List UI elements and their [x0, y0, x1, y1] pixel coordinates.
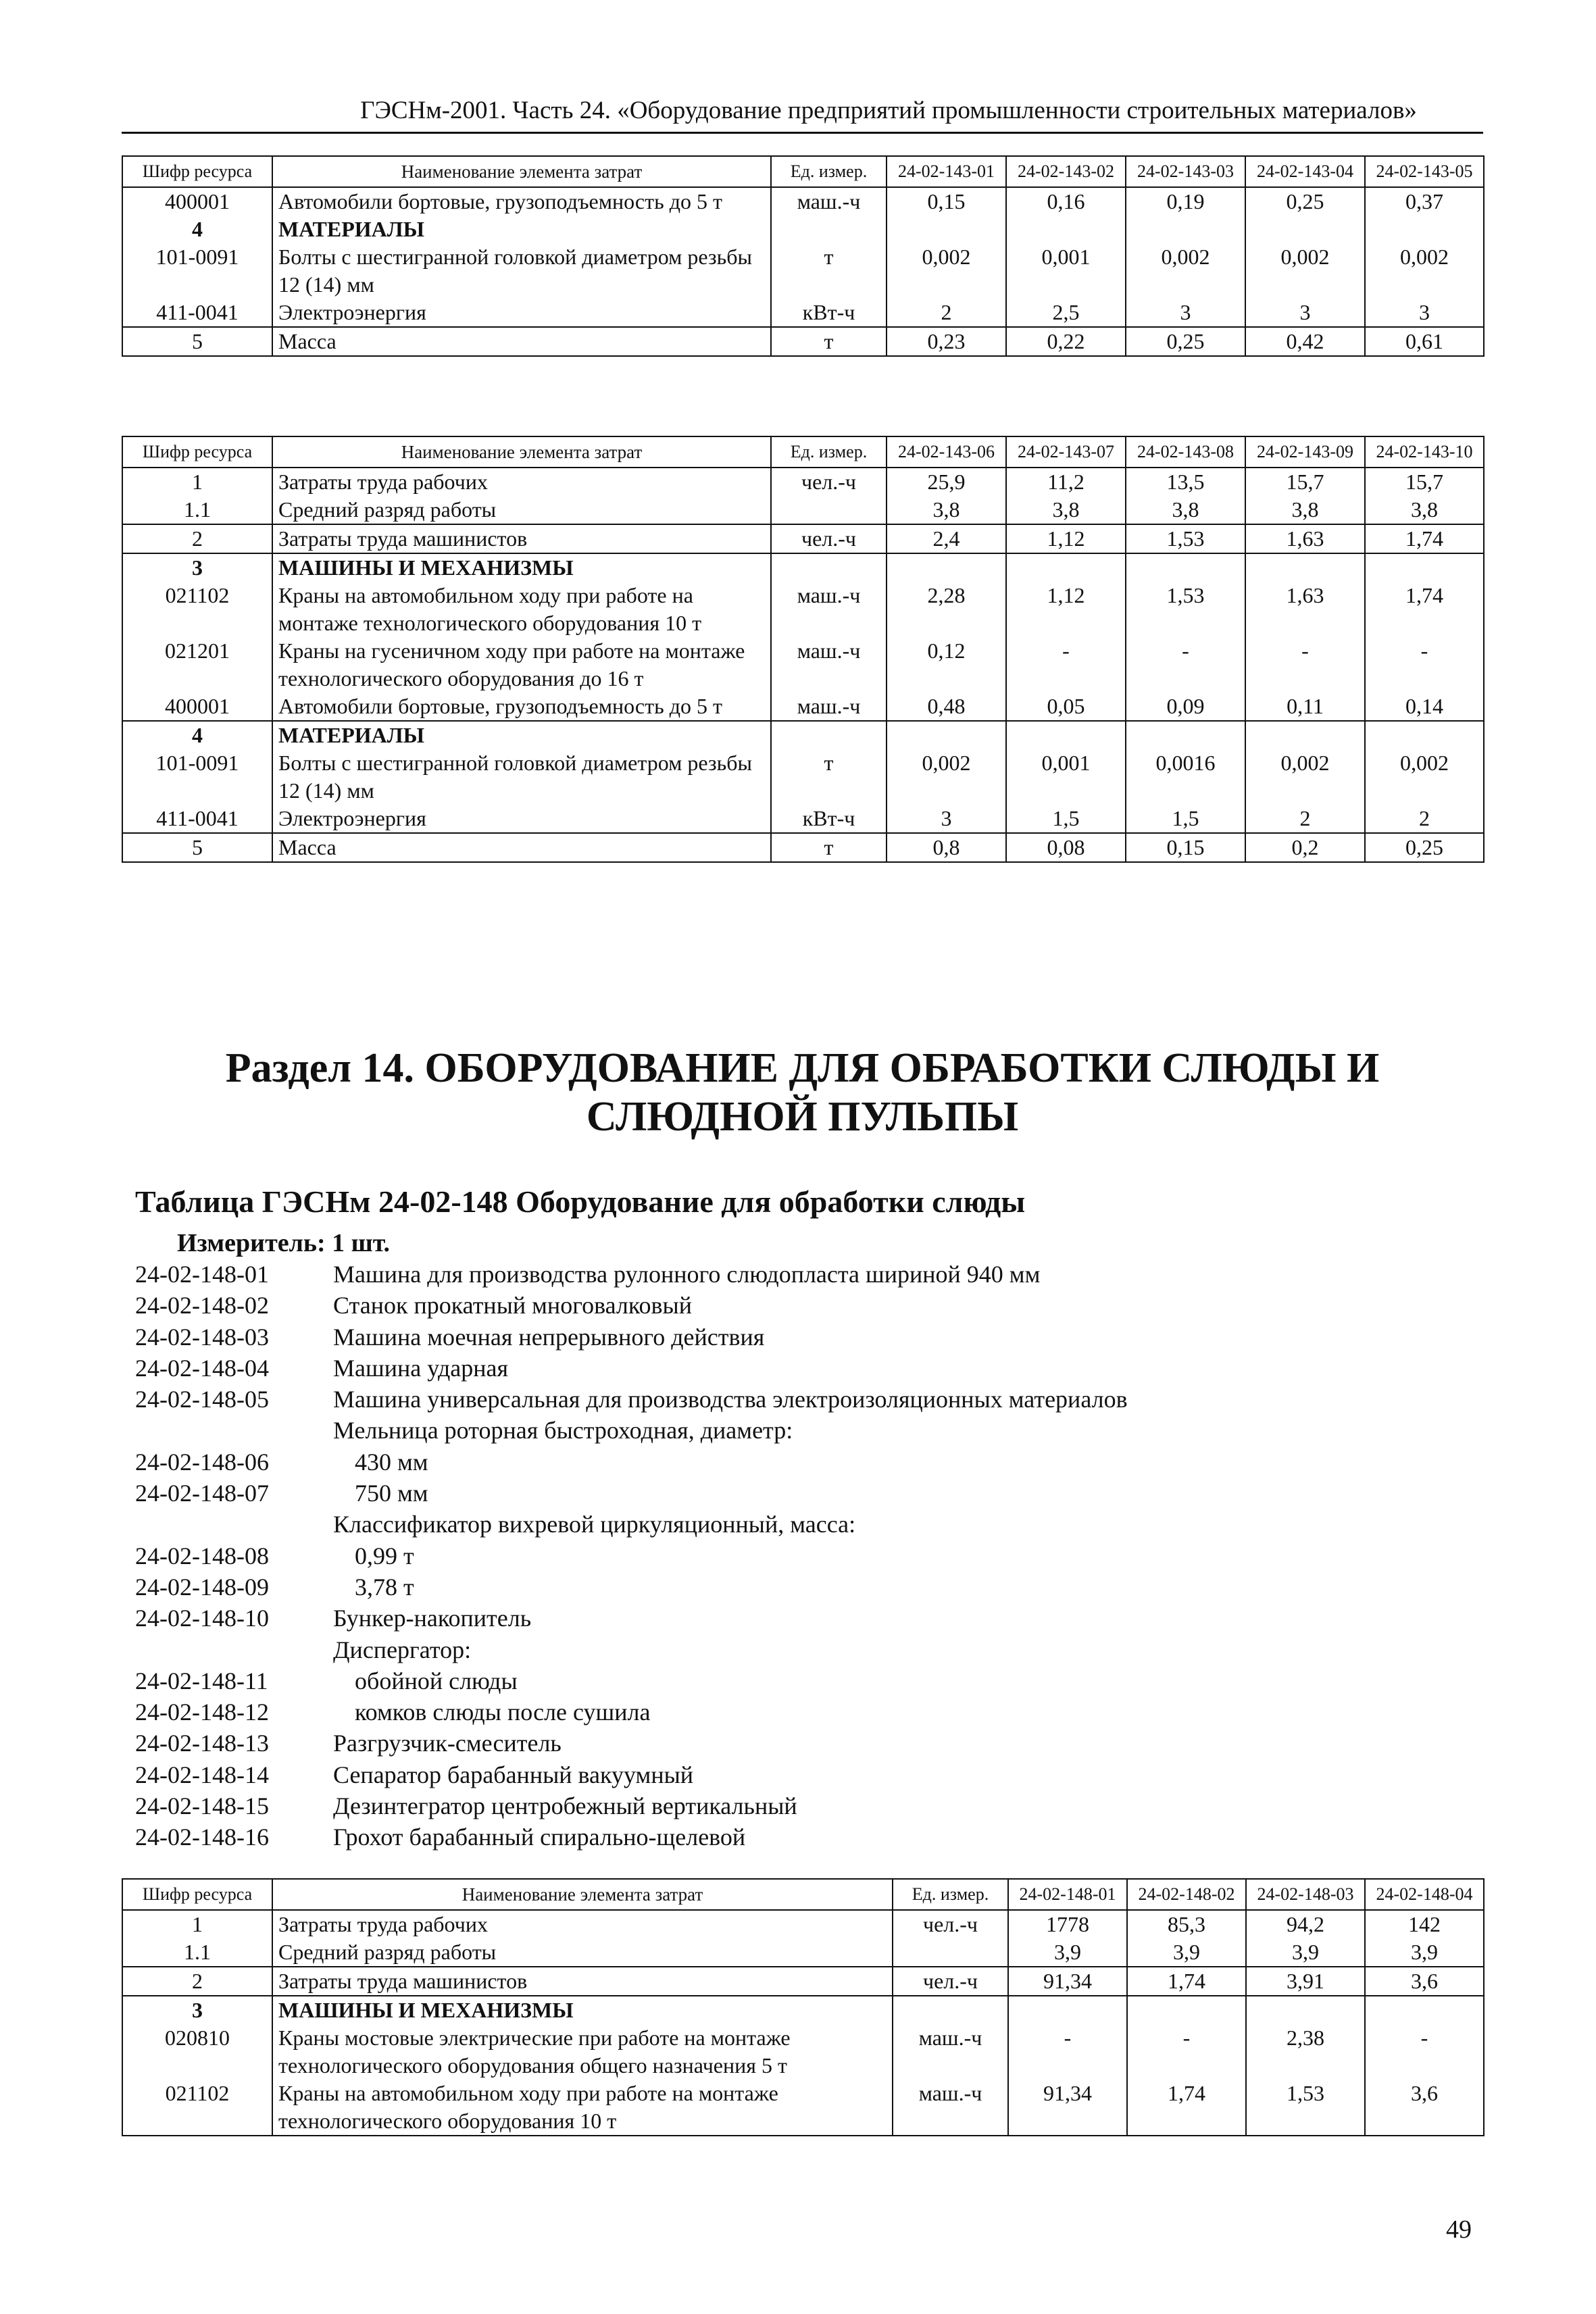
value-cell: 0,11	[1245, 693, 1365, 721]
norms-table-143-01-05	[122, 155, 1485, 357]
value-cell: 0,002	[887, 243, 1006, 299]
unit-cell: чел.-ч	[771, 524, 887, 553]
value-cell: 3,91	[1246, 1967, 1365, 1996]
table-row	[122, 582, 1484, 637]
value-cell: 142	[1365, 1910, 1484, 1938]
header-name: Наименование элемента затрат	[272, 1879, 893, 1910]
item-name: Машина универсальная для производства электроизоляционных материалов	[333, 1386, 1128, 1413]
table-row	[122, 187, 1484, 216]
header-unit: Ед. измер.	[771, 156, 887, 187]
item-code: 24-02-148-06	[135, 1448, 269, 1476]
table-row	[122, 693, 1484, 721]
cost-element-name: Болты с шестигранной головкой диаметром резьбы 12 (14) мм	[272, 749, 771, 805]
cost-element-name: Средний разряд работы	[272, 496, 771, 524]
header-norm-code: 24-02-143-01	[887, 156, 1006, 187]
header-norm-code: 24-02-148-04	[1365, 1879, 1484, 1910]
table-row	[122, 637, 1484, 693]
resource-code: 1	[122, 1910, 272, 1938]
item-code: 24-02-148-08	[135, 1542, 269, 1569]
value-cell: -	[1006, 637, 1126, 693]
header-norm-code: 24-02-143-08	[1126, 436, 1245, 468]
table-row	[122, 2024, 1484, 2080]
header-code: Шифр ресурса	[122, 436, 272, 468]
value-cell	[1127, 1996, 1246, 2024]
table-header-row	[122, 1879, 1484, 1910]
resource-code: 4	[122, 216, 272, 243]
value-cell: 2,5	[1006, 299, 1126, 327]
header-name: Наименование элемента затрат	[272, 436, 771, 468]
table-row	[122, 1967, 1484, 1996]
page-header-title: ГЭСНм-2001. Часть 24. «Оборудование предприятий промышленности строительных материалов»	[360, 97, 1417, 124]
value-cell: 0,15	[887, 187, 1006, 216]
table-row	[122, 327, 1484, 356]
value-cell: 3,8	[1245, 496, 1365, 524]
unit-cell: кВт-ч	[771, 299, 887, 327]
table-body	[122, 187, 1484, 356]
value-cell: 0,19	[1126, 187, 1245, 216]
table-row	[122, 2080, 1484, 2136]
unit-cell: т	[771, 243, 887, 299]
header-code: Шифр ресурса	[122, 156, 272, 187]
table-row	[122, 1938, 1484, 1967]
unit-cell: маш.-ч	[771, 582, 887, 637]
norms-table-148-01-04	[122, 1878, 1485, 2136]
value-cell: 0,8	[887, 833, 1006, 862]
value-cell	[1126, 216, 1245, 243]
table-row	[122, 243, 1484, 299]
resource-code: 411-0041	[122, 299, 272, 327]
table-row	[122, 468, 1484, 496]
unit-cell	[771, 496, 887, 524]
value-cell: 0,2	[1245, 833, 1365, 862]
item-code: 24-02-148-03	[135, 1323, 269, 1351]
value-cell: 0,002	[1245, 749, 1365, 805]
cost-element-name: МАТЕРИАЛЫ	[272, 216, 771, 243]
unit-cell	[771, 553, 887, 582]
cost-element-name: Средний разряд работы	[272, 1938, 893, 1967]
value-cell: 2	[887, 299, 1006, 327]
value-cell: 3,8	[1006, 496, 1126, 524]
unit-cell	[771, 216, 887, 243]
unit-cell: маш.-ч	[893, 2080, 1008, 2136]
resource-code: 101-0091	[122, 243, 272, 299]
unit-cell	[893, 1938, 1008, 1967]
section-title: Раздел 14. ОБОРУДОВАНИЕ ДЛЯ ОБРАБОТКИ СЛЮДЫ И СЛЮДНОЙ ПУЛЬПЫ	[225, 1045, 1380, 1140]
item-code: 24-02-148-04	[135, 1354, 269, 1382]
header-norm-code: 24-02-148-03	[1246, 1879, 1365, 1910]
item-code: 24-02-148-10	[135, 1605, 269, 1632]
value-cell: 25,9	[887, 468, 1006, 496]
table-header-row	[122, 156, 1484, 187]
item-name: Станок прокатный многовалковый	[333, 1292, 692, 1319]
item-code: 24-02-148-07	[135, 1480, 269, 1507]
resource-code: 021102	[122, 582, 272, 637]
item-code: 24-02-148-16	[135, 1823, 269, 1851]
value-cell: 0,37	[1365, 187, 1484, 216]
value-cell: 91,34	[1008, 1967, 1127, 1996]
header-name: Наименование элемента затрат	[272, 156, 771, 187]
table-header-row	[122, 436, 1484, 468]
header-norm-code: 24-02-143-09	[1245, 436, 1365, 468]
cost-element-name: Краны мостовые электрические при работе на монтаже технологического оборудования общего назначения 5 т	[272, 2024, 893, 2080]
value-cell	[1245, 721, 1365, 749]
resource-code: 400001	[122, 187, 272, 216]
header-norm-code: 24-02-148-02	[1127, 1879, 1246, 1910]
value-cell: 0,12	[887, 637, 1006, 693]
unit-cell: т	[771, 749, 887, 805]
item-name: 430 мм	[355, 1448, 428, 1476]
value-cell: 13,5	[1126, 468, 1245, 496]
value-cell: 85,3	[1127, 1910, 1246, 1938]
value-cell: 1,74	[1365, 582, 1484, 637]
item-name: Разгрузчик-смеситель	[333, 1730, 562, 1757]
cost-element-name: Масса	[272, 327, 771, 356]
value-cell: 1,63	[1245, 524, 1365, 553]
unit-cell: маш.-ч	[771, 637, 887, 693]
header-norm-code: 24-02-143-07	[1006, 436, 1126, 468]
resource-code: 021102	[122, 2080, 272, 2136]
value-cell: 1,63	[1245, 582, 1365, 637]
item-code: 24-02-148-11	[135, 1667, 268, 1694]
resource-code: 2	[122, 1967, 272, 1996]
value-cell: -	[1365, 2024, 1484, 2080]
value-cell: 3,8	[887, 496, 1006, 524]
unit-cell	[893, 1996, 1008, 2024]
item-code: 24-02-148-15	[135, 1792, 269, 1820]
value-cell: 0,002	[887, 749, 1006, 805]
value-cell: 0,25	[1126, 327, 1245, 356]
header-norm-code: 24-02-143-04	[1245, 156, 1365, 187]
item-code: 24-02-148-13	[135, 1730, 269, 1757]
header-unit: Ед. измер.	[893, 1879, 1008, 1910]
item-name: Грохот барабанный спирально-щелевой	[333, 1823, 746, 1851]
value-cell: 2	[1245, 805, 1365, 833]
resource-code: 3	[122, 1996, 272, 2024]
header-code: Шифр ресурса	[122, 1879, 272, 1910]
value-cell: 3,9	[1365, 1938, 1484, 1967]
value-cell: 0,002	[1365, 749, 1484, 805]
value-cell: 1,53	[1126, 582, 1245, 637]
value-cell: 1,12	[1006, 524, 1126, 553]
table-row	[122, 553, 1484, 582]
header-norm-code: 24-02-143-03	[1126, 156, 1245, 187]
value-cell: 3,8	[1365, 496, 1484, 524]
cost-element-name: Болты с шестигранной головкой диаметром резьбы 12 (14) мм	[272, 243, 771, 299]
value-cell: 0,16	[1006, 187, 1126, 216]
resource-code: 2	[122, 524, 272, 553]
value-cell: 2,28	[887, 582, 1006, 637]
value-cell	[1365, 553, 1484, 582]
value-cell: 3,8	[1126, 496, 1245, 524]
value-cell: 0,23	[887, 327, 1006, 356]
item-name: 0,99 т	[355, 1542, 414, 1569]
table-body	[122, 1910, 1484, 2136]
item-name: Машина ударная	[333, 1354, 509, 1382]
item-name: Сепаратор барабанный вакуумный	[333, 1761, 694, 1788]
item-name: Дезинтегратор центробежный вертикальный	[333, 1792, 797, 1820]
item-name: Классификатор вихревой циркуляционный, масса:	[333, 1511, 856, 1538]
value-cell: 3,9	[1127, 1938, 1246, 1967]
cost-element-name: Масса	[272, 833, 771, 862]
item-name: Бункер-накопитель	[333, 1605, 532, 1632]
value-cell: 0,14	[1365, 693, 1484, 721]
value-cell	[887, 216, 1006, 243]
item-code: 24-02-148-01	[135, 1261, 269, 1288]
value-cell: 0,0016	[1126, 749, 1245, 805]
table-row	[122, 749, 1484, 805]
resource-code: 411-0041	[122, 805, 272, 833]
resource-code: 400001	[122, 693, 272, 721]
item-name: обойной слюды	[355, 1667, 518, 1694]
value-cell	[1006, 721, 1126, 749]
item-code: 24-02-148-05	[135, 1386, 269, 1413]
cost-element-name: Автомобили бортовые, грузоподъемность до 5 т	[272, 693, 771, 721]
value-cell	[1246, 1996, 1365, 2024]
cost-element-name: МАТЕРИАЛЫ	[272, 721, 771, 749]
unit-cell: кВт-ч	[771, 805, 887, 833]
item-name: Диспергатор:	[333, 1636, 472, 1663]
value-cell: 3	[1126, 299, 1245, 327]
value-cell: 3	[887, 805, 1006, 833]
value-cell: 1,74	[1127, 2080, 1246, 2136]
table-row	[122, 216, 1484, 243]
resource-code: 1	[122, 468, 272, 496]
table-row	[122, 299, 1484, 327]
unit-cell: маш.-ч	[893, 2024, 1008, 2080]
norms-table-143-06-10	[122, 436, 1485, 863]
value-cell: 3,9	[1008, 1938, 1127, 1967]
item-name: комков слюды после сушила	[355, 1699, 651, 1726]
value-cell: 1,12	[1006, 582, 1126, 637]
cost-element-name: Затраты труда рабочих	[272, 468, 771, 496]
value-cell: 94,2	[1246, 1910, 1365, 1938]
item-name: 750 мм	[355, 1480, 428, 1507]
value-cell: 1,74	[1365, 524, 1484, 553]
cost-element-name: Электроэнергия	[272, 299, 771, 327]
value-cell: 1,53	[1246, 2080, 1365, 2136]
value-cell: 1,53	[1126, 524, 1245, 553]
value-cell: 0,22	[1006, 327, 1126, 356]
header-norm-code: 24-02-143-10	[1365, 436, 1484, 468]
table-row	[122, 496, 1484, 524]
table-title: Таблица ГЭСНм 24-02-148 Оборудование для обработки слюды	[135, 1184, 1026, 1219]
cost-element-name: Краны на автомобильном ходу при работе на монтаже технологического оборудования 10 т	[272, 582, 771, 637]
value-cell: 2,4	[887, 524, 1006, 553]
item-name: Машина для производства рулонного слюдопласта шириной 940 мм	[333, 1261, 1041, 1288]
cost-element-name: МАШИНЫ И МЕХАНИЗМЫ	[272, 553, 771, 582]
value-cell: 91,34	[1008, 2080, 1127, 2136]
cost-element-name: Затраты труда машинистов	[272, 1967, 893, 1996]
value-cell: 1,5	[1006, 805, 1126, 833]
value-cell	[1365, 216, 1484, 243]
cost-element-name: Краны на автомобильном ходу при работе на монтаже технологического оборудования 10 т	[272, 2080, 893, 2136]
resource-code: 5	[122, 327, 272, 356]
value-cell: -	[1126, 637, 1245, 693]
value-cell	[1365, 721, 1484, 749]
unit-cell: чел.-ч	[893, 1910, 1008, 1938]
value-cell: 0,09	[1126, 693, 1245, 721]
resource-code: 5	[122, 833, 272, 862]
item-name: Мельница роторная быстроходная, диаметр:	[333, 1417, 793, 1444]
resource-code: 1.1	[122, 1938, 272, 1967]
value-cell: 0,42	[1245, 327, 1365, 356]
table-row	[122, 524, 1484, 553]
header-norm-code: 24-02-143-06	[887, 436, 1006, 468]
value-cell: -	[1127, 2024, 1246, 2080]
value-cell	[1365, 1996, 1484, 2024]
resource-code: 3	[122, 553, 272, 582]
page-number: 49	[1446, 2215, 1472, 2244]
value-cell: -	[1008, 2024, 1127, 2080]
value-cell	[1245, 553, 1365, 582]
value-cell: 0,001	[1006, 243, 1126, 299]
value-cell: 3	[1365, 299, 1484, 327]
measure-unit: Измеритель: 1 шт.	[177, 1229, 391, 1257]
value-cell	[887, 553, 1006, 582]
value-cell: 0,25	[1245, 187, 1365, 216]
unit-cell: т	[771, 327, 887, 356]
value-cell: 0,25	[1365, 833, 1484, 862]
header-rule	[122, 132, 1483, 134]
header-norm-code: 24-02-143-05	[1365, 156, 1484, 187]
header-norm-code: 24-02-143-02	[1006, 156, 1126, 187]
resource-code: 4	[122, 721, 272, 749]
value-cell: 3,9	[1246, 1938, 1365, 1967]
value-cell: 15,7	[1245, 468, 1365, 496]
resource-code: 101-0091	[122, 749, 272, 805]
value-cell	[1006, 216, 1126, 243]
value-cell: 0,48	[887, 693, 1006, 721]
unit-cell: маш.-ч	[771, 693, 887, 721]
resource-code: 021201	[122, 637, 272, 693]
value-cell: 11,2	[1006, 468, 1126, 496]
value-cell: 2	[1365, 805, 1484, 833]
item-code: 24-02-148-12	[135, 1699, 269, 1726]
value-cell: 2,38	[1246, 2024, 1365, 2080]
value-cell	[887, 721, 1006, 749]
value-cell: 3	[1245, 299, 1365, 327]
value-cell: -	[1365, 637, 1484, 693]
value-cell: 3,6	[1365, 1967, 1484, 1996]
unit-cell: чел.-ч	[893, 1967, 1008, 1996]
table-row	[122, 833, 1484, 862]
cost-element-name: Электроэнергия	[272, 805, 771, 833]
resource-code: 1.1	[122, 496, 272, 524]
header-norm-code: 24-02-148-01	[1008, 1879, 1127, 1910]
item-code: 24-02-148-09	[135, 1573, 269, 1601]
value-cell	[1126, 721, 1245, 749]
value-cell: 0,002	[1245, 243, 1365, 299]
value-cell: 0,08	[1006, 833, 1126, 862]
value-cell	[1008, 1996, 1127, 2024]
value-cell: 0,15	[1126, 833, 1245, 862]
value-cell: 1,74	[1127, 1967, 1246, 1996]
value-cell: 0,002	[1365, 243, 1484, 299]
unit-cell: маш.-ч	[771, 187, 887, 216]
value-cell: 0,61	[1365, 327, 1484, 356]
value-cell: 15,7	[1365, 468, 1484, 496]
resource-code: 020810	[122, 2024, 272, 2080]
value-cell: -	[1245, 637, 1365, 693]
item-name: Машина моечная непрерывного действия	[333, 1323, 765, 1351]
unit-cell: т	[771, 833, 887, 862]
table-row	[122, 1910, 1484, 1938]
item-name: 3,78 т	[355, 1573, 414, 1601]
cost-element-name: Краны на гусеничном ходу при работе на монтаже технологического оборудования до 16 т	[272, 637, 771, 693]
table-row	[122, 1996, 1484, 2024]
value-cell	[1006, 553, 1126, 582]
item-code: 24-02-148-02	[135, 1292, 269, 1319]
cost-element-name: Затраты труда рабочих	[272, 1910, 893, 1938]
table-row	[122, 805, 1484, 833]
unit-cell	[771, 721, 887, 749]
cost-element-name: МАШИНЫ И МЕХАНИЗМЫ	[272, 1996, 893, 2024]
cost-element-name: Затраты труда машинистов	[272, 524, 771, 553]
table-row	[122, 721, 1484, 749]
value-cell: 0,002	[1126, 243, 1245, 299]
cost-element-name: Автомобили бортовые, грузоподъемность до 5 т	[272, 187, 771, 216]
item-code: 24-02-148-14	[135, 1761, 269, 1788]
value-cell: 1,5	[1126, 805, 1245, 833]
header-unit: Ед. измер.	[771, 436, 887, 468]
value-cell: 0,001	[1006, 749, 1126, 805]
table-body	[122, 468, 1484, 862]
unit-cell: чел.-ч	[771, 468, 887, 496]
value-cell	[1245, 216, 1365, 243]
value-cell	[1126, 553, 1245, 582]
value-cell: 1778	[1008, 1910, 1127, 1938]
value-cell: 3,6	[1365, 2080, 1484, 2136]
value-cell: 0,05	[1006, 693, 1126, 721]
